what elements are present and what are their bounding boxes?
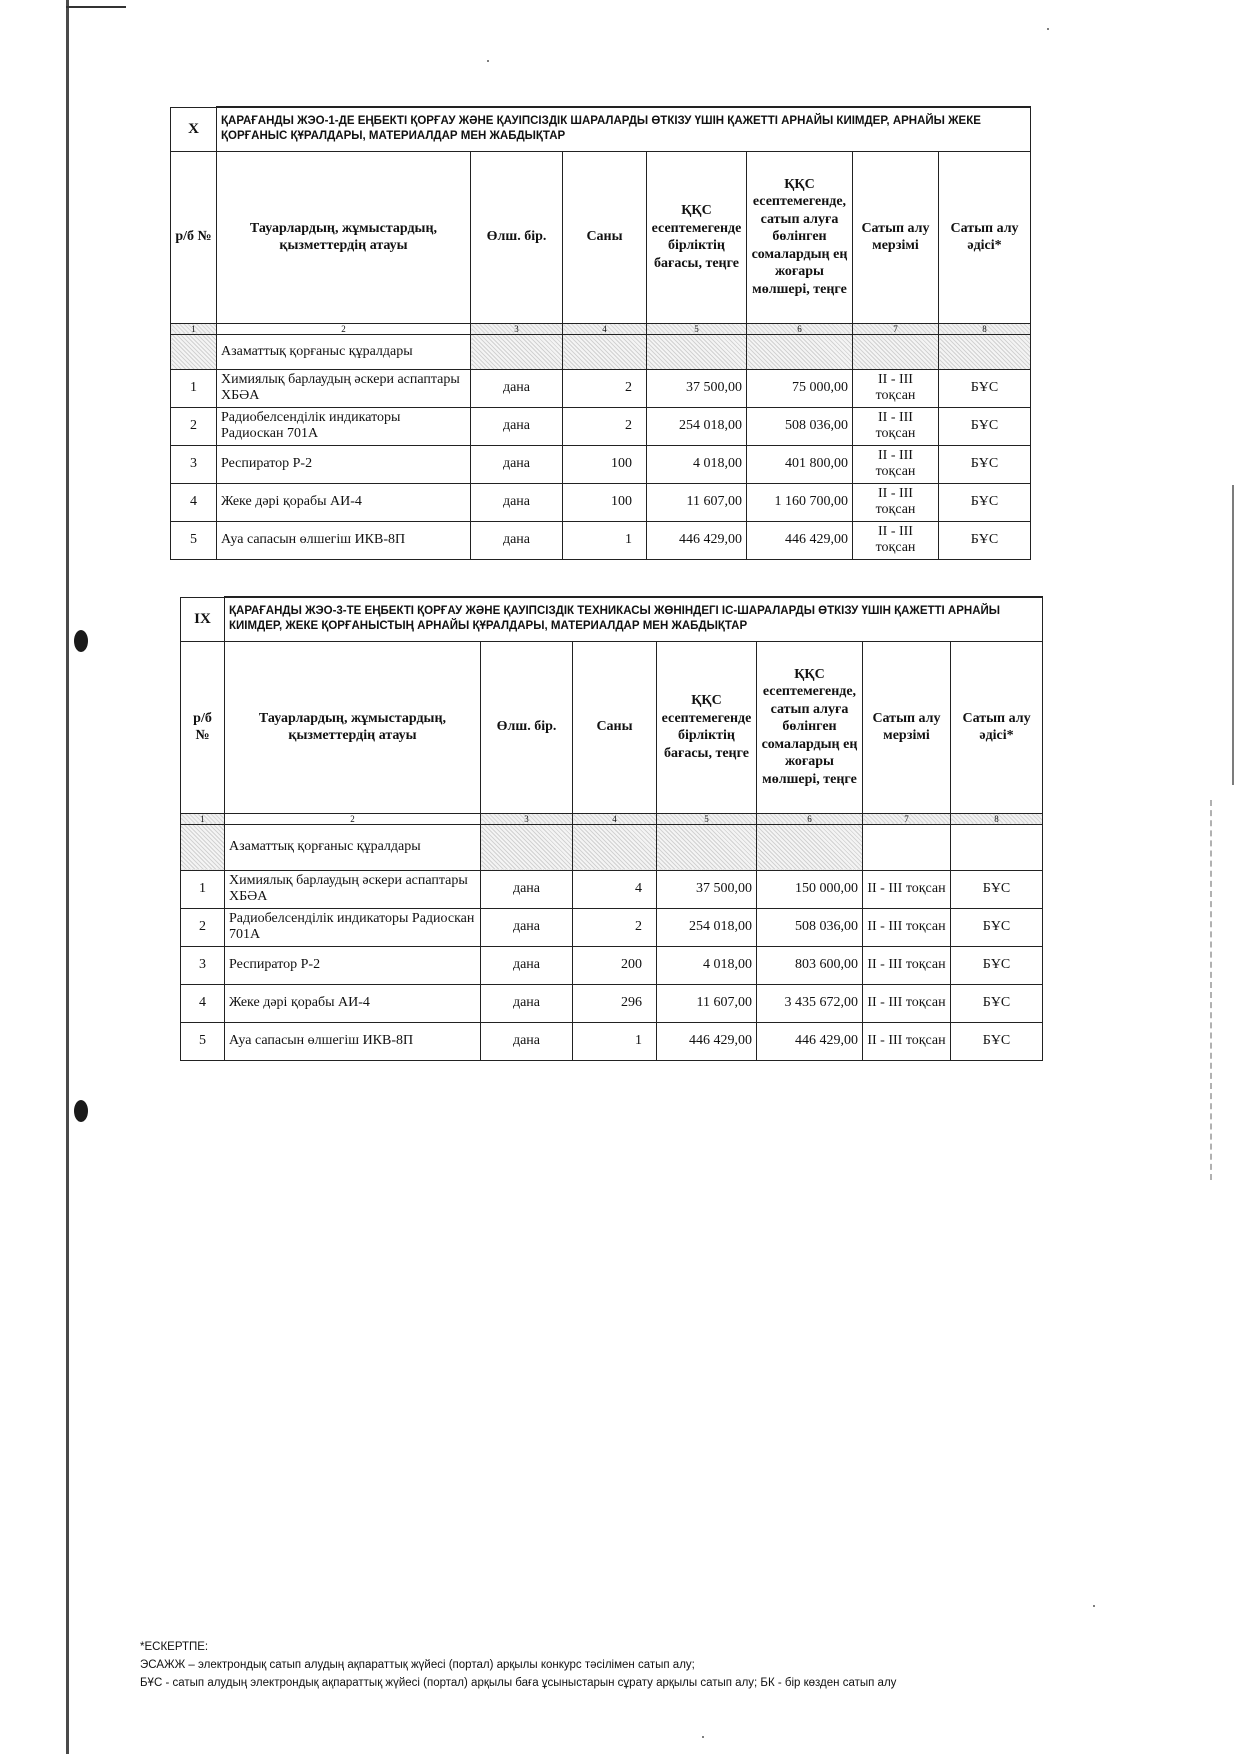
table-row [171, 369, 1031, 407]
item-name: Химиялық барлаудың әскери аспаптары ХБӘА [217, 369, 471, 407]
col-header-term: Сатып алу мерзімі [863, 641, 951, 813]
group-cell-blank [171, 334, 217, 369]
col-header-unit: Өлш. бір. [471, 151, 563, 323]
item-max-amount: 150 000,00 [757, 870, 863, 908]
col-header-max-amount: ҚҚС есептемегенде, сатып алуға бөлінген сомалардың ең жоғары мөлшері, теңге [747, 151, 853, 323]
scan-speck [487, 60, 489, 62]
item-term: II - III тоқсан [853, 521, 939, 559]
col-index: 2 [217, 323, 471, 334]
row-number: 2 [181, 908, 225, 946]
table-row [171, 445, 1031, 483]
item-unit-price: 254 018,00 [657, 908, 757, 946]
item-unit: дана [481, 1022, 573, 1060]
column-index-row [181, 813, 1043, 824]
col-header-num: р/б № [171, 151, 217, 323]
column-header-row [171, 151, 1031, 323]
col-header-name: Тауарлардың, жұмыстардың, қызметтердің атауы [225, 641, 481, 813]
item-term: II - III тоқсан [853, 407, 939, 445]
item-method: БҰС [939, 521, 1031, 559]
item-term: II - III тоқсан [863, 946, 951, 984]
item-max-amount: 508 036,00 [747, 407, 853, 445]
col-index: 6 [757, 813, 863, 824]
item-quantity: 2 [563, 369, 647, 407]
item-unit: дана [471, 407, 563, 445]
col-index: 4 [573, 813, 657, 824]
group-cell-blank [747, 334, 853, 369]
col-index: 7 [853, 323, 939, 334]
group-cell-blank [863, 824, 951, 870]
item-unit-price: 11 607,00 [657, 984, 757, 1022]
col-index: 7 [863, 813, 951, 824]
section-header-row [171, 107, 1031, 151]
col-index: 8 [951, 813, 1043, 824]
col-header-unit: Өлш. бір. [481, 641, 573, 813]
item-max-amount: 508 036,00 [757, 908, 863, 946]
item-term: II - III тоқсан [863, 984, 951, 1022]
item-name: Радиобелсенділік индикаторы Радиоскан 701А [217, 407, 471, 445]
col-index: 6 [747, 323, 853, 334]
group-cell-blank [657, 824, 757, 870]
item-term: II - III тоқсан [863, 870, 951, 908]
col-header-method: Сатып алу әдісі* [939, 151, 1031, 323]
col-header-quantity: Саны [573, 641, 657, 813]
col-header-max-amount: ҚҚС есептемегенде, сатып алуға бөлінген сомалардың ең жоғары мөлшері, теңге [757, 641, 863, 813]
item-name: Респиратор Р-2 [217, 445, 471, 483]
col-index: 5 [657, 813, 757, 824]
footnote-line: ЭСАЖЖ – электрондық сатып алудың ақпараттық жүйесі (портал) арқылы конкурс тәсілімен сатып алу; [140, 1659, 695, 1671]
item-max-amount: 803 600,00 [757, 946, 863, 984]
item-max-amount: 1 160 700,00 [747, 483, 853, 521]
punch-hole-top [74, 630, 88, 652]
item-quantity: 1 [573, 1022, 657, 1060]
item-method: БҰС [939, 407, 1031, 445]
item-method: БҰС [951, 984, 1043, 1022]
group-cell-blank [481, 824, 573, 870]
col-index: 1 [181, 813, 225, 824]
col-index: 8 [939, 323, 1031, 334]
item-name: Радиобелсенділік индикаторы Радиоскан 701А [225, 908, 481, 946]
item-max-amount: 446 429,00 [747, 521, 853, 559]
item-quantity: 2 [563, 407, 647, 445]
section-header-row [181, 597, 1043, 641]
item-unit-price: 4 018,00 [657, 946, 757, 984]
row-number: 3 [181, 946, 225, 984]
group-cell-blank [181, 824, 225, 870]
section-title: ҚАРАҒАНДЫ ЖЭО-3-ТЕ ЕҢБЕКТІ ҚОРҒАУ ЖӘНЕ ҚАУІПСІЗДІК ТЕХНИКАСЫ ЖӨНІНДЕГІ ІС-ШАРАЛАРДЫ ӨТКІЗУ ҮШІН ҚАЖЕТТІ АРНАЙЫ КИІМДЕР, ЖЕКЕ ҚОРҒАНЫСТЫҢ АРНАЙЫ ҚҰРАЛДАРЫ, МАТЕРИАЛДАР МЕН ЖАБДЫҚТАР [225, 597, 1043, 641]
item-max-amount: 401 800,00 [747, 445, 853, 483]
table-row [171, 483, 1031, 521]
item-unit: дана [481, 984, 573, 1022]
item-method: БҰС [951, 908, 1043, 946]
row-number: 5 [181, 1022, 225, 1060]
footnote [140, 1638, 1140, 1692]
punch-hole-bottom [74, 1100, 88, 1122]
col-header-unit-price: ҚҚС есептемегенде бірліктің бағасы, теңге [647, 151, 747, 323]
item-quantity: 2 [573, 908, 657, 946]
item-unit-price: 446 429,00 [657, 1022, 757, 1060]
footnote-line: БҰС - сатып алудың электрондық ақпараттық жүйесі (портал) арқылы баға ұсыныстарын сұрату арқылы сатып алу; БК - бір көзден сатып алу [140, 1677, 897, 1689]
group-row [171, 334, 1031, 369]
col-index: 2 [225, 813, 481, 824]
col-header-method: Сатып алу әдісі* [951, 641, 1043, 813]
col-index: 3 [481, 813, 573, 824]
item-unit-price: 11 607,00 [647, 483, 747, 521]
table-row [181, 984, 1043, 1022]
item-quantity: 100 [563, 445, 647, 483]
item-unit: дана [481, 870, 573, 908]
item-method: БҰС [951, 946, 1043, 984]
scan-right-edge [1232, 485, 1234, 785]
item-unit-price: 446 429,00 [647, 521, 747, 559]
item-unit-price: 37 500,00 [647, 369, 747, 407]
procurement-table-x [170, 106, 1031, 560]
row-number: 2 [171, 407, 217, 445]
row-number: 1 [171, 369, 217, 407]
item-quantity: 200 [573, 946, 657, 984]
group-cell-blank [951, 824, 1043, 870]
item-quantity: 1 [563, 521, 647, 559]
item-unit: дана [471, 369, 563, 407]
column-header-row [181, 641, 1043, 813]
col-header-name: Тауарлардың, жұмыстардың, қызметтердің атауы [217, 151, 471, 323]
table-row [181, 1022, 1043, 1060]
item-quantity: 100 [563, 483, 647, 521]
table-row [181, 908, 1043, 946]
item-term: II - III тоқсан [853, 483, 939, 521]
group-row [181, 824, 1043, 870]
group-cell-blank [563, 334, 647, 369]
scan-left-edge [66, 0, 69, 1754]
col-header-num: р/б № [181, 641, 225, 813]
item-name: Ауа сапасын өлшегіш ИКВ-8П [225, 1022, 481, 1060]
scan-speck [702, 1736, 704, 1738]
group-cell-blank [647, 334, 747, 369]
item-method: БҰС [951, 870, 1043, 908]
group-cell-blank [573, 824, 657, 870]
table-row [181, 946, 1043, 984]
section-number: X [171, 107, 217, 151]
item-unit: дана [481, 908, 573, 946]
item-method: БҰС [939, 445, 1031, 483]
table-row [171, 521, 1031, 559]
col-index: 1 [171, 323, 217, 334]
item-name: Респиратор Р-2 [225, 946, 481, 984]
scan-right-dash [1210, 800, 1214, 1180]
item-unit: дана [481, 946, 573, 984]
col-header-quantity: Саны [563, 151, 647, 323]
item-max-amount: 3 435 672,00 [757, 984, 863, 1022]
item-name: Ауа сапасын өлшегіш ИКВ-8П [217, 521, 471, 559]
col-index: 3 [471, 323, 563, 334]
item-unit-price: 4 018,00 [647, 445, 747, 483]
section-number: IX [181, 597, 225, 641]
row-number: 4 [171, 483, 217, 521]
row-number: 5 [171, 521, 217, 559]
group-label: Азаматтық қорғаныс құралдары [225, 824, 481, 870]
item-unit: дана [471, 445, 563, 483]
item-quantity: 4 [573, 870, 657, 908]
group-label: Азаматтық қорғаныс құралдары [217, 334, 471, 369]
group-cell-blank [939, 334, 1031, 369]
item-quantity: 296 [573, 984, 657, 1022]
row-number: 4 [181, 984, 225, 1022]
col-index: 4 [563, 323, 647, 334]
col-header-term: Сатып алу мерзімі [853, 151, 939, 323]
group-cell-blank [471, 334, 563, 369]
column-index-row [171, 323, 1031, 334]
item-method: БҰС [939, 483, 1031, 521]
item-name: Химиялық барлаудың әскери аспаптары ХБӘА [225, 870, 481, 908]
item-unit-price: 254 018,00 [647, 407, 747, 445]
procurement-table-ix [180, 596, 1043, 1061]
group-cell-blank [853, 334, 939, 369]
col-index: 5 [647, 323, 747, 334]
table-row [171, 407, 1031, 445]
item-name: Жеке дәрі қорабы АИ-4 [225, 984, 481, 1022]
item-max-amount: 446 429,00 [757, 1022, 863, 1060]
scan-speck [1093, 1605, 1095, 1607]
scan-speck [1047, 28, 1049, 30]
item-unit-price: 37 500,00 [657, 870, 757, 908]
col-header-unit-price: ҚҚС есептемегенде бірліктің бағасы, теңге [657, 641, 757, 813]
item-method: БҰС [939, 369, 1031, 407]
item-term: II - III тоқсан [853, 445, 939, 483]
item-name: Жеке дәрі қорабы АИ-4 [217, 483, 471, 521]
scan-top-mark [66, 6, 126, 8]
section-title: ҚАРАҒАНДЫ ЖЭО-1-ДЕ ЕҢБЕКТІ ҚОРҒАУ ЖӘНЕ ҚАУІПСІЗДІК ШАРАЛАРДЫ ӨТКІЗУ ҮШІН ҚАЖЕТТІ АРНАЙЫ КИІМДЕР, АРНАЙЫ ЖЕКЕ ҚОРҒАНЫС ҚҰРАЛДАРЫ, МАТЕРИАЛДАР МЕН ЖАБДЫҚТАР [217, 107, 1031, 151]
item-term: II - III тоқсан [853, 369, 939, 407]
item-term: II - III тоқсан [863, 1022, 951, 1060]
item-unit: дана [471, 483, 563, 521]
footnote-heading: *ЕСКЕРТПЕ: [140, 1641, 209, 1653]
group-cell-blank [757, 824, 863, 870]
table-row [181, 870, 1043, 908]
row-number: 3 [171, 445, 217, 483]
item-term: II - III тоқсан [863, 908, 951, 946]
item-unit: дана [471, 521, 563, 559]
item-max-amount: 75 000,00 [747, 369, 853, 407]
item-method: БҰС [951, 1022, 1043, 1060]
row-number: 1 [181, 870, 225, 908]
